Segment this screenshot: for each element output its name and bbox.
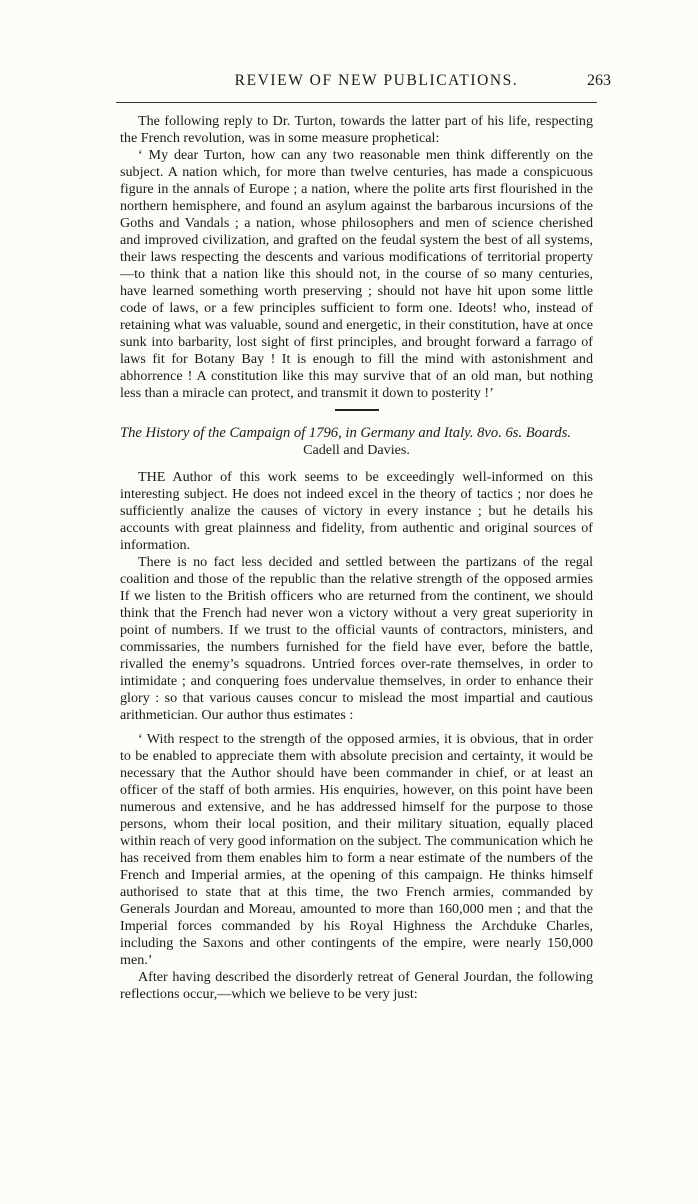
review-paragraph-2: There is no fact less decided and settled between the partizans of the regal coalition and those of the republic than the relative strength of the opposed armies If we listen to the British officers who are returned from the continent, we should think that the French had never won a victory without a very great superiority in point of numbers. If we trust to the official vaunts of contractors, ministers, and commissaries, the numbers furnished for the field have ever, before the battle, rivalled the enemy’s squadrons. Untried forces over-rate themselves, in order to intimidate ; and conquering foes undervalue themselves, in order to enhance their glory : so that various causes concur to mislead the most impartial and cautious arithmetician. Our author thus estimates : (120, 554, 593, 723)
paragraph-intro: The following reply to Dr. Turton, towards the latter part of his life, respecting the French revolution, was in some measure prophetical: (120, 113, 593, 146)
page-number: 263 (587, 72, 611, 89)
spacer (120, 724, 593, 731)
section-divider (335, 409, 379, 411)
quoted-letter: ‘ My dear Turton, how can any two reasonable men think differently on the subject. A nation which, for more than twelve centuries, has made a conspicuous figure in the annals of Europe ; a nation, where the polite arts first flourished in the northern hemisphere, and found an asylum against the barbarous incursions of the Goths and Vandals ; a nation, whose philosophers and men of science cherished and improved civilization, and grafted on the feudal system the best of all systems, their laws respecting the descents and various modifications of territorial property—to think that a nation like this should not, in the course of so many centuries, have learned something worth preserving ; should not have hit upon some little code of laws, or a few principles sufficient to form one. Ideots! who, instead of retaining what was valuable, sound and energetic, in their constitution, have at once sunk into barbarity, lost sight of first principles, and brought forward a farrago of laws fit for Botany Bay ! It is enough to fill the mind with astonishment and abhorrence ! A constitution like this may survive that of an old man, but nothing less than a miracle can protect, and transmit it down to posterity !’ (120, 147, 593, 401)
review-publisher: Cadell and Davies. (303, 442, 410, 458)
running-header (120, 72, 611, 98)
review-paragraph-1: THE Author of this work seems to be exceedingly well-informed on this interesting subject. He does not indeed excel in the theory of tactics ; nor does he sufficiently analize the causes of victory in every instance ; but he details his accounts with great plainness and fidelity, from authentic and original sources of information. (120, 469, 593, 553)
review-paragraph-3: After having described the disorderly retreat of General Jourdan, the following reflections occur,—which we believe to be very just: (120, 969, 593, 1002)
review-title: The History of the Campaign of 1796, in Germany and Italy. 8vo. 6s. Boards. (120, 425, 572, 441)
review-quote: ‘ With respect to the strength of the opposed armies, it is obvious, that in order to be enabled to appreciate them with absolute precision and certainty, it would be necessary that the Author should have been commander in chief, or at least an officer of the staff of both armies. His enquiries, however, on this point have been numerous and extensive, and he has addressed himself for the purpose to those persons, whom their local position, and their military situation, equally placed within reach of very good information on the subject. The communication which he has received from them enables him to form a near estimate of the numbers of the French and Imperial armies, at the opening of this campaign. He thinks himself authorised to state that at this time, the two French armies, commanded by Generals Jourdan and Moreau, amounted to more than 160,000 men ; and that the Imperial forces commanded by his Royal Highness the Archduke Charles, including the Saxons and other contingents of the empire, were nearly 150,000 men.’ (120, 731, 593, 968)
running-title: REVIEW OF NEW PUBLICATIONS. (234, 72, 519, 89)
header-rule (116, 102, 597, 103)
